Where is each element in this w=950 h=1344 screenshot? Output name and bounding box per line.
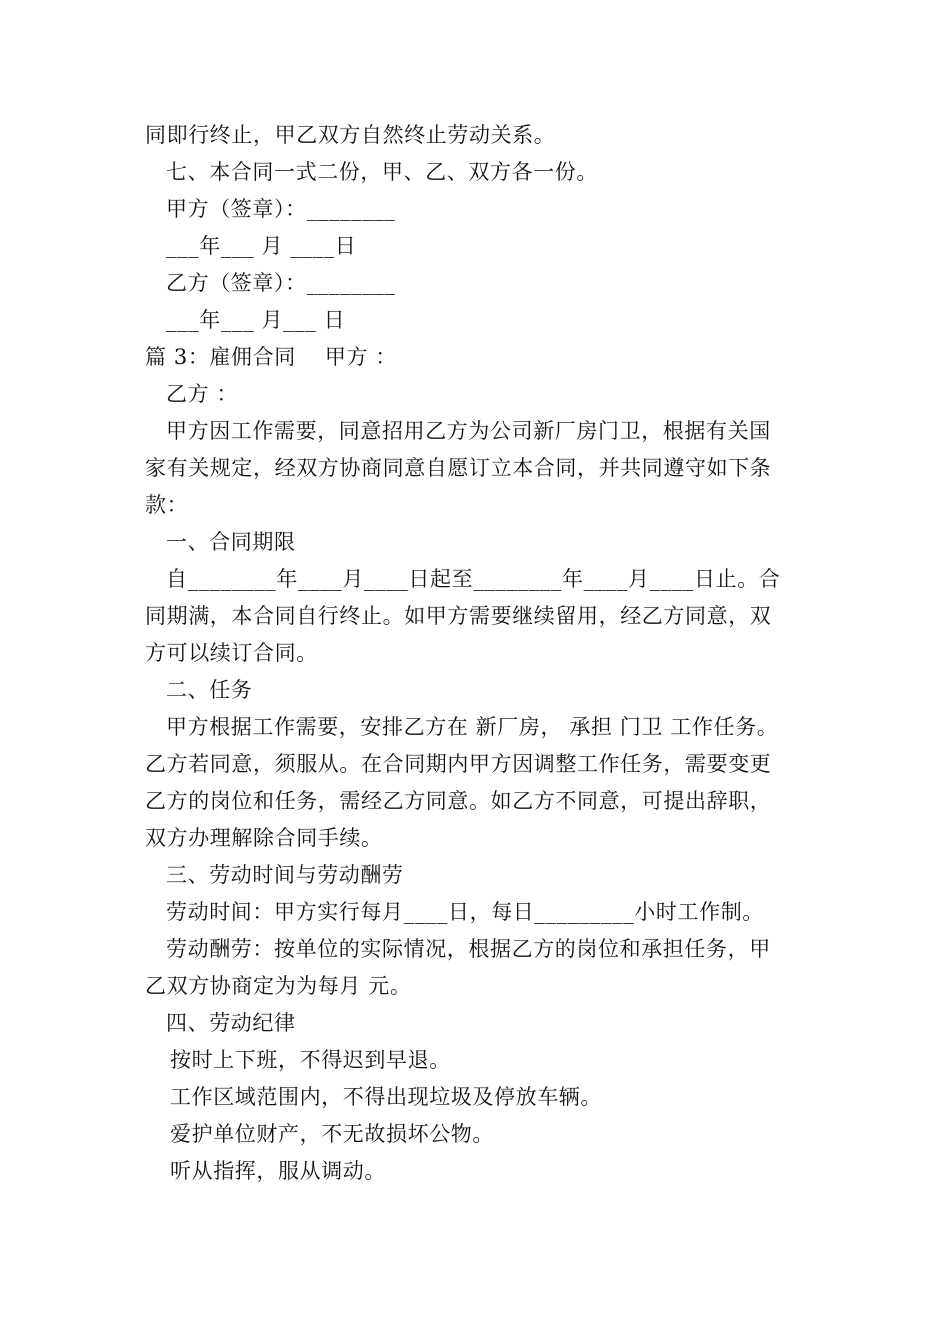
- paragraph-line: 乙方若同意，须服从。在合同期内甲方因调整工作任务，需要变更: [145, 752, 772, 776]
- clause-heading-task: 二、任务: [166, 678, 253, 702]
- paragraph-line: 劳动时间：甲方实行每月____日，每日_________小时工作制。: [166, 900, 764, 924]
- party-b-signature: 乙方（签章）：________: [166, 271, 396, 295]
- paragraph-line: 同期满，本合同自行终止。如甲方需要继续留用，经乙方同意，双: [145, 604, 772, 628]
- clause-seven: 七、本合同一式二份，甲、乙、双方各一份。: [166, 160, 598, 184]
- rule-line: 按时上下班，不得迟到早退。: [170, 1048, 451, 1072]
- clause-heading-term: 一、合同期限: [166, 530, 296, 554]
- section-heading: 篇 3：雇佣合同 甲方 ：: [145, 345, 398, 369]
- paragraph-line: 乙方的岗位和任务，需经乙方同意。如乙方不同意，可提出辞职，: [145, 789, 772, 813]
- party-a-date: ___年___ 月 ____日: [166, 234, 357, 258]
- paragraph-line: 甲方因工作需要，同意招用乙方为公司新厂房门卫，根据有关国: [166, 419, 771, 443]
- paragraph-line: 劳动酬劳：按单位的实际情况，根据乙方的岗位和承担任务，甲: [166, 937, 771, 961]
- party-a-signature: 甲方（签章）：________: [166, 197, 396, 221]
- rule-line: 工作区域范围内，不得出现垃圾及停放车辆。: [170, 1085, 602, 1109]
- paragraph-line: 乙双方协商定为为每月 元。: [145, 974, 412, 998]
- paragraph-line: 款：: [145, 493, 189, 517]
- party-b-label: 乙方 ：: [166, 382, 239, 406]
- paragraph-line: 家有关规定，经双方协商同意自愿订立本合同，并共同遵守如下条: [145, 456, 772, 480]
- paragraph-line: 自________年____月____日起至________年____月____日止。合: [166, 567, 781, 591]
- rule-line: 爱护单位财产，不无故损坏公物。: [170, 1122, 494, 1146]
- party-b-date: ___年___ 月___ 日: [166, 308, 346, 332]
- paragraph-line: 甲方根据工作需要，安排乙方在 新厂房， 承担 门卫 工作任务。: [166, 715, 779, 739]
- paragraph-line: 方可以续订合同。: [145, 641, 318, 665]
- clause-heading-hours: 三、劳动时间与劳动酬劳: [166, 863, 404, 887]
- text-line: 同即行终止，甲乙双方自然终止劳动关系。: [145, 123, 556, 147]
- paragraph-line: 双方办理解除合同手续。: [145, 826, 383, 850]
- rule-line: 听从指挥，服从调动。: [170, 1159, 386, 1183]
- clause-heading-discipline: 四、劳动纪律: [166, 1011, 296, 1035]
